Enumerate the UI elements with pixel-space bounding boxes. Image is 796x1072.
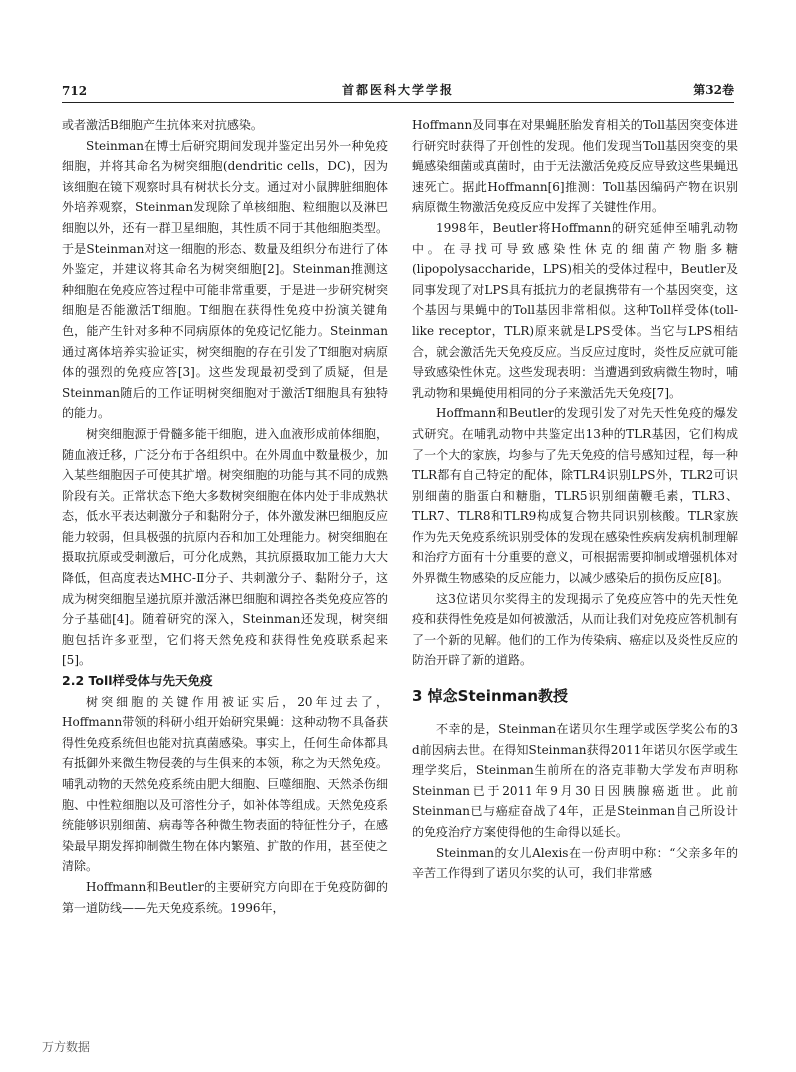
paragraph: Steinman的女儿Alexis在一份声明中称：“父亲多年的辛苦工作得到了诺贝尔奖的认可，我们非常感 — [412, 845, 738, 881]
paragraph: 树突细胞的关键作用被证实后，20年过去了，Hoffmann带领的科研小组开始研究果蝇：这种动物不具备获得性免疫系统但也能对抗真菌感染。事实上，任何生命体都具有抵御外来微生物侵袭的与生俱来的本领，称之为天然免疫。哺乳动物的天然免疫系统由肥大细胞、巨噬细胞、天然杀伤细胞、中性粒细胞以及可溶性分子，如补体等组成。天然免疫系统能够识别细菌、病毒等各种微生物表面的特征性分子，在感染最早期发挥抑制微生物在体内繁殖、扩散的作用，甚至使之清除。 — [62, 694, 388, 874]
footer-watermark: 万方数据 — [42, 1040, 91, 1054]
paragraph: 树突细胞源于骨髓多能干细胞，进入血液形成前体细胞，随血液迁移，广泛分布于各组织中。在外周血中数量极少，加入某些细胞因子可使其扩增。树突细胞的功能与其不同的成熟阶段有关。正常状态下绝大多数树突细胞在体内处于非成熟状态，低水平表达刺激分子和黏附分子，体外激发淋巴细胞反应能力较弱，但具极强的抗原内吞和加工处理能力。树突细胞在摄取抗原或受刺激后，可分化成熟，其抗原摄取加工能力大大降低，但高度表达MHC-Ⅱ分子、共刺激分子、黏附分子，这成为树突细胞呈递抗原并激活淋巴细胞和调控各类免疫应答的分子基础[4]。随着研究的深入，Steinman还发现，树突细胞包括许多亚型，它们将天然免疫和获得性免疫联系起来[5]。 — [62, 426, 388, 668]
journal-title: 首都医科大学学报 — [341, 83, 454, 97]
paragraph: Hoffmann及同事在对果蝇胚胎发育相关的Toll基因突变体进行研究时获得了开创性的发现。他们发现当Toll基因突变的果蝇感染细菌或真菌时，由于无法激活免疫反应导致这些果蝇迅速死亡。据此Hoffmann[6]推测：Toll基因编码产物在识别病原微生物激活免疫反应中发挥了关键性作用。 — [412, 118, 738, 215]
paragraph: Hoffmann和Beutler的主要研究方向即在于免疫防御的第一道防线——先天免疫系统。1996年， — [62, 879, 388, 915]
paragraph: Hoffmann和Beutler的发现引发了对先天性免疫的爆发式研究。在哺乳动物中共鉴定出13种的TLR基因，它们构成了一个大的家族，均参与了先天免疫的信号感知过程，每一种TLR都有自己特定的配体，除TLR4识别LPS外，TLR2可识别细菌的脂蛋白和糖脂，TLR5识别细菌鞭毛素，TLR3、TLR7、TLR8和TLR9构成复合物共同识别核酸。TLR家族作为先天免疫系统识别受体的发现在感染性疾病发病机制理解和治疗方面有十分重要的意义，可根据需要抑制或增强机体对外界微生物感染的反应能力，以减少感染后的损伤反应[8]。 — [412, 406, 738, 586]
paragraph: Steinman在博士后研究期间发现并鉴定出另外一种免疫细胞，并将其命名为树突细胞(dendritic cells，DC)，因为该细胞在镜下观察时具有树状长分支。通过对小鼠脾脏细胞体外培养观察，Steinman发现除了单核细胞、粒细胞以及淋巴细胞以外，还有一群卫星细胞，其性质不同于其他细胞类型。于是Steinman对这一细胞的形态、数量及组织分布进行了体外鉴定，并建议将其命名为树突细胞[2]。Steinman推测这种细胞在免疫应答过程中可能非常重要，于是进一步研究树突细胞是否能激活T细胞。T细胞在获得性免疫中扮演关键角色，能产生针对多种不同病原体的免疫记忆能力。Steinman通过离体培养实验证实，树突细胞的存在引发了T细胞对病原体的强烈的免疫应答[3]。这些发现最初受到了质疑，但是Steinman随后的工作证明树突细胞对于激活T细胞具有独特的能力。 — [62, 138, 388, 421]
right-column — [412, 115, 738, 884]
paragraph: 这3位诺贝尔奖得主的发现揭示了免疫应答中的先天性免疫和获得性免疫是如何被激活，从而让我们对免疫应答机制有了一个新的见解。他们的工作为传染病、癌症以及炎性反应的防治开辟了新的道路。 — [412, 591, 738, 668]
subsection-heading: 2.2 Toll样受体与先天免疫 — [62, 673, 213, 689]
left-column — [62, 115, 388, 918]
volume-label: 第32卷 — [693, 83, 734, 97]
paragraph: 或者激活B细胞产生抗体来对抗感染。 — [62, 118, 263, 132]
paragraph: 1998年，Beutler将Hoffmann的研究延伸至哺乳动物中。在寻找可导致感染性休克的细菌产物脂多糖(lipopolysaccharide，LPS)相关的受体过程中，Beutler及同事发现了对LPS具有抵抗力的老鼠携带有一个基因突变，这个基因与果蝇中的Toll基因非常相似。这种Toll样受体(toll-like receptor，TLR)原来就是LPS受体。当它与LPS相结合，就会激活先天免疫反应。当反应过度时，炎性反应就可能导致感染性休克。这些发现表明：当遭遇到致病微生物时，哺乳动物和果蝇使用相同的分子来激活先天免疫[7]。 — [412, 220, 738, 400]
running-header — [62, 80, 734, 103]
page-number: 712 — [62, 84, 88, 98]
paragraph: 不幸的是，Steinman在诺贝尔生理学或医学奖公布的3 d前因病去世。在得知Steinman获得2011年诺贝尔医学或生理学奖后，Steinman生前所在的洛克菲勒大学发布声明称Steinman已于2011年9月30日因胰腺癌逝世。此前Steinman已与癌症奋战了4年，正是Steinman自己所设计的免疫治疗方案使得他的生命得以延长。 — [412, 722, 738, 839]
section-heading: 3 悼念Steinman教授 — [412, 687, 569, 706]
